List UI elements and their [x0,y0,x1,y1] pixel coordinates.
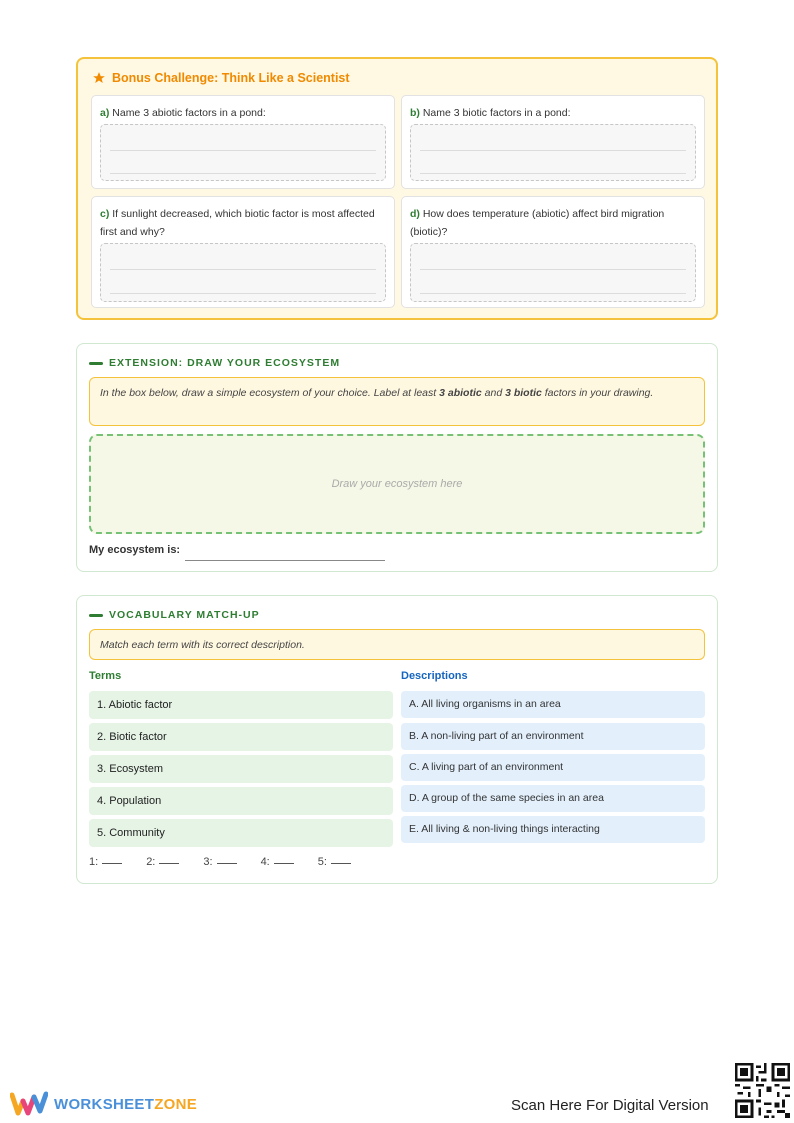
question-a [91,95,395,189]
logo-icon [10,1091,48,1117]
question-text: How does temperature (abiotic) affect bird migration (biotic)? [410,208,665,238]
answer-slot-1[interactable]: 1: [89,856,122,868]
answer-slot-3[interactable]: 3: [203,856,236,868]
vocab-instruction: Match each term with its correct description. [89,629,705,660]
worksheetzone-logo: WORKSHEETZONE [10,1091,197,1117]
answer-row [89,856,375,868]
bonus-title: Bonus Challenge: Think Like a Scientist [92,71,350,85]
extension-instruction: In the box below, draw a simple ecosystem of your choice. Label at least 3 abiotic and 3 biotic factors in your drawing. [89,377,705,426]
term-item: 4. Population [89,787,393,815]
answer-box-a[interactable] [100,124,386,181]
term-item: 3. Ecosystem [89,755,393,783]
drawing-area[interactable] [89,434,705,534]
scan-text: Scan Here For Digital Version [511,1097,709,1114]
vocab-card [76,595,718,884]
answer-box-b[interactable] [410,124,696,181]
answer-slot-2[interactable]: 2: [146,856,179,868]
drawing-placeholder: Draw your ecosystem here [331,478,463,490]
term-item: 5. Community [89,819,393,847]
question-text: Name 3 abiotic factors in a pond: [112,107,266,119]
question-letter: d) [410,208,420,220]
description-item: B. A non-living part of an environment [401,723,705,750]
terms-header: Terms [89,670,122,682]
bonus-challenge-card [76,57,718,320]
question-text: Name 3 biotic factors in a pond: [422,107,571,119]
answer-box-c[interactable] [100,243,386,302]
star-icon [92,71,106,85]
answer-box-d[interactable] [410,243,696,302]
vocab-title: VOCABULARY MATCH-UP [89,609,260,621]
extension-title: EXTENSION: DRAW YOUR ECOSYSTEM [89,357,340,369]
description-item: C. A living part of an environment [401,754,705,781]
question-b [401,95,705,189]
question-letter: b) [410,107,420,119]
description-item: A. All living organisms in an area [401,691,705,718]
question-letter: a) [100,107,110,119]
description-item: E. All living & non-living things interacting [401,816,705,843]
term-item: 1. Abiotic factor [89,691,393,719]
my-ecosystem-input-line[interactable] [185,560,385,561]
descriptions-header: Descriptions [401,670,468,682]
dash-icon [89,362,103,365]
question-d [401,196,705,308]
question-c [91,196,395,308]
term-item: 2. Biotic factor [89,723,393,751]
extension-card [76,343,718,572]
my-ecosystem-label: My ecosystem is: [89,544,181,556]
dash-icon [89,614,103,617]
description-item: D. A group of the same species in an area [401,785,705,812]
question-text: If sunlight decreased, which biotic factor is most affected first and why? [100,208,375,238]
qr-code-icon[interactable] [735,1063,790,1118]
answer-slot-5[interactable]: 5: [318,856,351,868]
answer-slot-4[interactable]: 4: [261,856,294,868]
question-letter: c) [100,208,110,220]
